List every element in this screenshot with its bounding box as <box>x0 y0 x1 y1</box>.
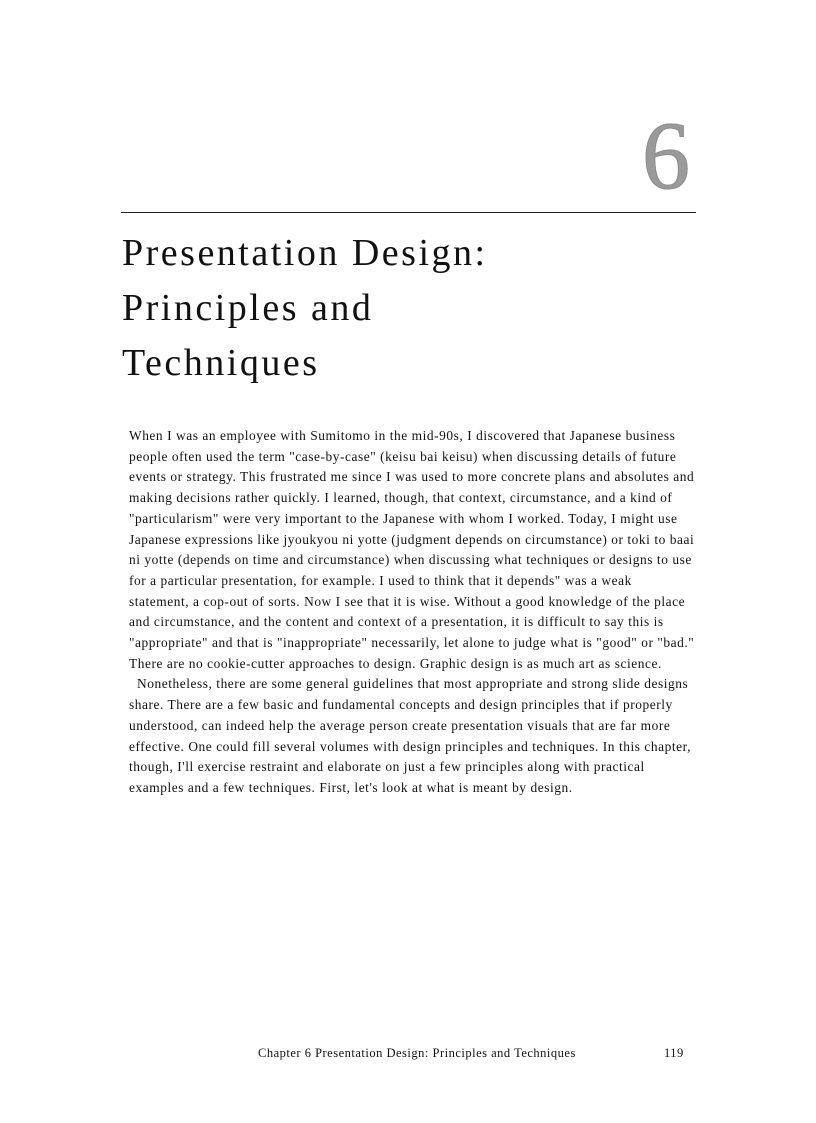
running-footer-title: Chapter 6 Presentation Design: Principles and Techniques <box>258 1046 576 1060</box>
page-number: 119 <box>664 1046 684 1060</box>
chapter-number: 6 <box>560 108 690 204</box>
chapter-title-line: Techniques <box>122 342 320 384</box>
chapter-title-line: Presentation Design: <box>122 232 488 274</box>
body-paragraph: When I was an employee with Sumitomo in the mid-90s, I discovered that Japanese business people often used the term "case-by-case" (keisu bai keisu) when discussing details of future events or strategy. This frustrated me since I was used to more concrete plans and absolutes and making decisions rather quickly. I learned, though, that context, circumstance, and a kind of "particularism" were very important to the Japanese with whom I worked. Today, I might use Japanese expressions like jyoukyou ni yotte (judgment depends on circumstance) or toki to baai ni yotte (depends on time and circumstance) when discussing what techniques or designs to use for a particular presentation, for example. I used to think that it depends" was a weak statement, a cop-out of sorts. Now I see that it is wise. Without a good knowledge of the place and circumstance, and the content and context of a presentation, it is difficult to say this is "appropriate" and that is "inappropriate" necessarily, let alone to judge what is "good" or "bad." There are no cookie-cutter approaches to design. Graphic design is as much art as science. <box>129 428 695 671</box>
chapter-title-line: Principles and <box>122 287 374 329</box>
chapter-title <box>122 226 682 391</box>
chapter-heading-rule <box>121 212 696 213</box>
body-paragraph: Nonetheless, there are some general guidelines that most appropriate and strong slide designs share. There are a few basic and fundamental concepts and design principles that if properly understood, can indeed help the average person create presentation visuals that are far more effective. One could fill several volumes with design principles and techniques. In this chapter, though, I'll exercise restraint and elaborate on just a few principles along with practical examples and a few techniques. First, let's look at what is meant by design. <box>129 676 692 795</box>
body-text <box>129 426 695 799</box>
